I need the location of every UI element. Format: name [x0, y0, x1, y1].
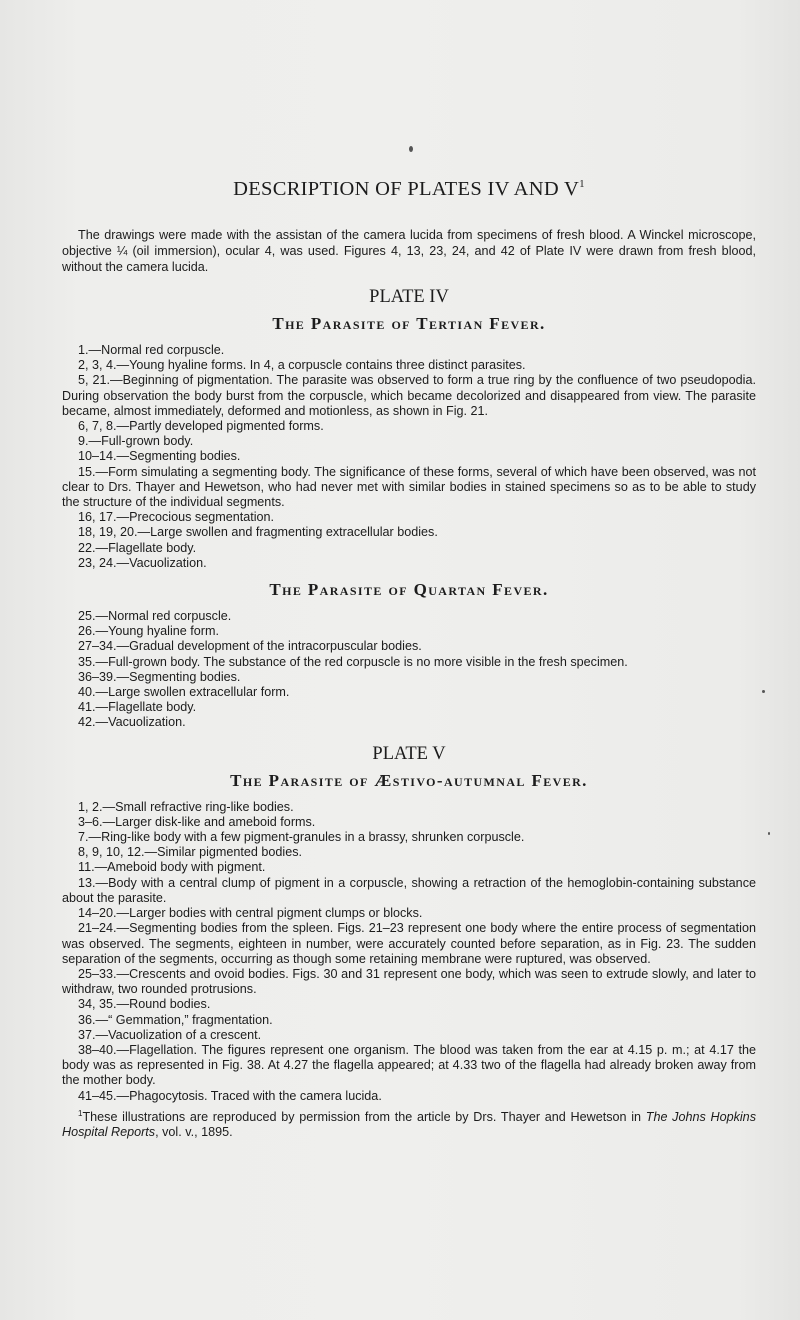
ink-speck	[762, 690, 765, 693]
entry-paragraph: 36.—“ Gemmation,” fragmentation.	[78, 1012, 273, 1027]
ink-speck	[768, 832, 770, 835]
page-title	[62, 178, 756, 201]
footnote	[62, 1106, 756, 1141]
entry-paragraph: 25.—Normal red corpuscle.	[78, 609, 232, 624]
entry-paragraph: 1, 2.—Small refractive ring-like bodies.	[78, 799, 294, 814]
aestivo-autumnal-heading: The Parasite of Æstivo-autumnal Fever.	[230, 770, 588, 790]
entry-paragraph: 40.—Large swollen extracellular form.	[78, 685, 290, 700]
entry-paragraph: 38–40.—Flagellation. The figures represent one organism. The blood was taken from the ear at 4.15 p. m.; at 4.17 the body was as represented in Fig. 38. At 4.27 the flagella appeared; at 4.33 two of the flagella had already broken away from the mother body.	[62, 1042, 756, 1088]
entry-paragraph: 41.—Flagellate body.	[78, 700, 197, 715]
page-title-text: DESCRIPTION OF PLATES IV AND V	[233, 178, 580, 200]
entry-paragraph: 7.—Ring-like body with a few pigment-granules in a brassy, shrunken corpuscle.	[78, 830, 525, 845]
intro-paragraph: The drawings were made with the assistan of the camera lucida from specimens of fresh blood. A Winckel microscope, objective ¼ (oil immersion), ocular 4, was used. Figures 4, 13, 23, 24, and 42 of Plate IV were drawn from fresh blood, without the camera lucida.	[62, 228, 756, 274]
page-content	[62, 178, 756, 1140]
aestivo-autumnal-entries	[62, 800, 756, 1104]
section-gap	[62, 731, 756, 740]
entry-paragraph: 42.—Vacuolization.	[78, 715, 186, 730]
entry-paragraph: 6, 7, 8.—Partly developed pigmented forms.	[78, 419, 324, 434]
entry-paragraph: 41–45.—Phagocytosis. Traced with the camera lucida.	[78, 1088, 382, 1103]
entry-paragraph: 22.—Flagellate body.	[78, 540, 197, 555]
entry-paragraph: 2, 3, 4.—Young hyaline forms. In 4, a corpuscle contains three distinct parasites.	[78, 358, 526, 373]
entry-paragraph: 10–14.—Segmenting bodies.	[78, 449, 241, 464]
entry-paragraph: 21–24.—Segmenting bodies from the spleen. Figs. 21–23 represent one body where the entire process of segmentation was observed. The segments, eighteen in number, were accurately counted before separation, as in Fig. 23. The sudden separation of the segments, occurring as though some retaining membrane were ruptured, was observed.	[62, 921, 756, 966]
footnote-text-before: These illustrations are reproduced by permission from the article by Drs. Thayer and Hewetson in	[82, 1109, 646, 1124]
entry-paragraph: 36–39.—Segmenting bodies.	[78, 669, 241, 684]
entry-paragraph: 25–33.—Crescents and ovoid bodies. Figs. 30 and 31 represent one body, which was seen to extrude slowly, and later to withdraw, two rounded protrusions.	[62, 966, 756, 997]
section-gap	[62, 571, 756, 580]
entry-paragraph: 3–6.—Larger disk-like and ameboid forms.	[78, 814, 316, 829]
entry-paragraph: 37.—Vacuolization of a crescent.	[78, 1027, 262, 1042]
entry-paragraph: 8, 9, 10, 12.—Similar pigmented bodies.	[78, 845, 303, 860]
title-footnote-marker: 1	[579, 178, 585, 191]
entry-paragraph: 5, 21.—Beginning of pigmentation. The parasite was observed to form a true ring by the confluence of two pseudopodia. During observation the body burst from the corpuscle, which became decolorized and disappeared from view. The parasite became, almost immediately, deformed and motionless, as shown in Fig. 21.	[62, 373, 756, 418]
entry-paragraph: 16, 17.—Precocious segmentation.	[78, 510, 275, 525]
tertian-heading: The Parasite of Tertian Fever.	[272, 314, 546, 333]
entry-paragraph: 18, 19, 20.—Large swollen and fragmenting extracellular bodies.	[78, 525, 438, 540]
ink-speck	[409, 146, 413, 152]
footnote-journal-title: The Johns Hopkins Hospital Reports	[62, 1109, 756, 1140]
tertian-entries	[62, 343, 756, 571]
entry-paragraph: 13.—Body with a central clump of pigment in a corpuscle, showing a retraction of the hemoglobin-containing substance about the parasite.	[62, 875, 756, 905]
entry-paragraph: 26.—Young hyaline form.	[78, 624, 219, 639]
entry-paragraph: 15.—Form simulating a segmenting body. The significance of these forms, several of which have been observed, was not clear to Drs. Thayer and Hewetson, who had never met with similar bodies in stained specimens so as to be able to study the structure of the individual segments.	[62, 464, 756, 510]
entry-paragraph: 27–34.—Gradual development of the intracorpuscular bodies.	[78, 639, 422, 654]
entry-paragraph: 11.—Ameboid body with pigment.	[78, 860, 266, 875]
quartan-entries	[62, 609, 756, 731]
entry-paragraph: 9.—Full-grown body.	[78, 434, 194, 449]
footnote-marker: 1	[78, 1108, 83, 1118]
quartan-heading: The Parasite of Quartan Fever.	[269, 580, 549, 600]
entry-paragraph: 23, 24.—Vacuolization.	[78, 555, 207, 570]
footnote-text-after: , vol. v., 1895.	[155, 1125, 233, 1140]
plate-v-heading: PLATE V	[372, 743, 446, 764]
entry-paragraph: 34, 35.—Round bodies.	[78, 997, 211, 1012]
plate-iv-heading: PLATE IV	[369, 287, 449, 307]
entry-paragraph: 35.—Full-grown body. The substance of the red corpuscle is no more visible in the fresh specimen.	[78, 654, 628, 669]
entry-paragraph: 14–20.—Larger bodies with central pigment clumps or blocks.	[78, 906, 423, 921]
entry-paragraph: 1.—Normal red corpuscle.	[78, 343, 225, 357]
